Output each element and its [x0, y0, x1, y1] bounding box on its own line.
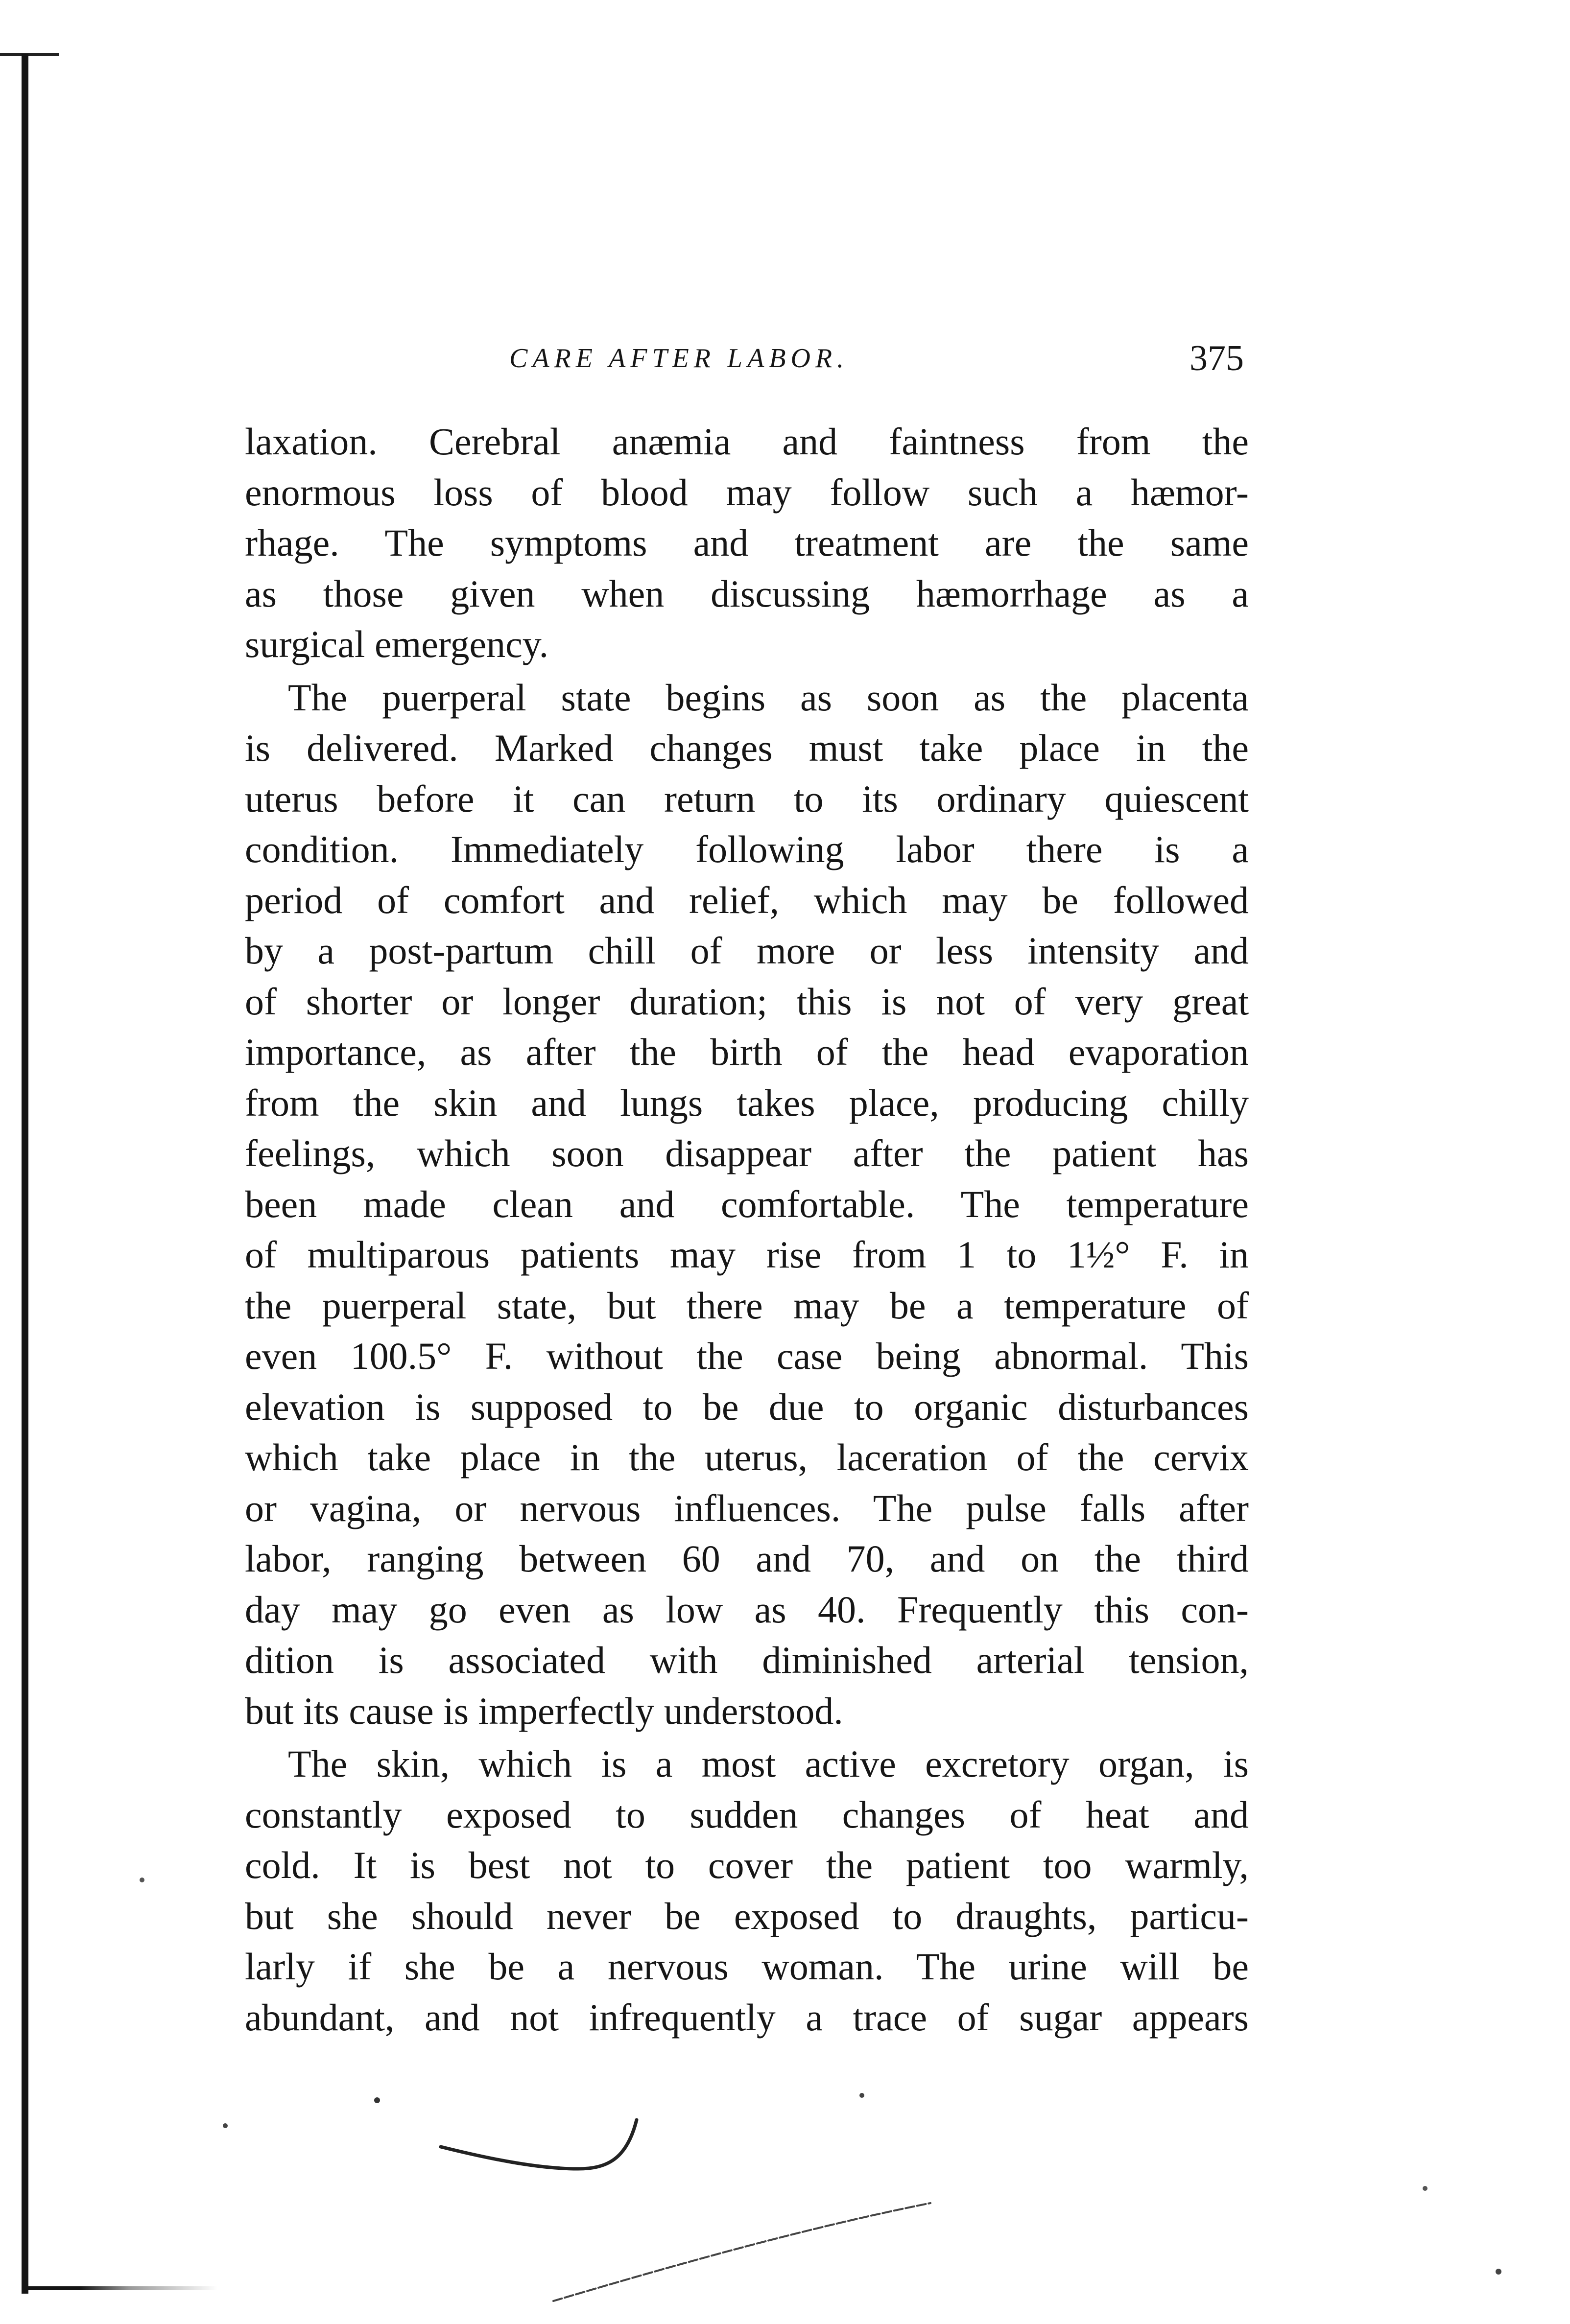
text-line: abundant, and not infrequently a trace of sugar appears	[245, 1995, 1249, 2039]
text-line: condition. Immediately following labor there is a	[245, 828, 1249, 870]
text-line: but she should never be exposed to draughts, particu-	[245, 1894, 1249, 1937]
text-line: rhage. The symptoms and treatment are the same	[245, 521, 1249, 564]
text-line: been made clean and comfortable. The temperature	[245, 1182, 1249, 1225]
text-line: or vagina, or nervous influences. The pulse falls after	[245, 1486, 1249, 1529]
text-line: larly if she be a nervous woman. The urine will be	[245, 1945, 1249, 1988]
text-line: even 100.5° F. without the case being abnormal. This	[245, 1335, 1249, 1377]
text-line: of multiparous patients may rise from 1 to 1½° F. in	[245, 1233, 1249, 1276]
text-line: surgical emergency.	[245, 623, 549, 665]
text-line: labor, ranging between 60 and 70, and on the third	[245, 1537, 1249, 1580]
text-line: day may go even as low as 40. Frequently this con-	[245, 1588, 1249, 1631]
text-line: elevation is supposed to be due to organic disturbances	[245, 1385, 1249, 1428]
text-line: constantly exposed to sudden changes of heat and	[245, 1793, 1249, 1836]
text-line: which take place in the uterus, laceration of the cervix	[245, 1436, 1249, 1479]
text-line: The skin, which is a most active excretory organ, is	[288, 1742, 1249, 1785]
text-line: dition is associated with diminished arterial tension,	[245, 1639, 1249, 1681]
text-line: The puerperal state begins as soon as the placenta	[288, 676, 1249, 719]
text-line: cold. It is best not to cover the patient too warmly,	[245, 1844, 1249, 1886]
text-line: laxation. Cerebral anæmia and faintness from the	[245, 420, 1249, 463]
text-line: enormous loss of blood may follow such a hæmor-	[245, 470, 1249, 514]
text-line: of shorter or longer duration; this is not of very great	[245, 980, 1249, 1023]
text-line: the puerperal state, but there may be a temperature of	[245, 1284, 1249, 1327]
running-head: CARE AFTER LABOR.	[509, 343, 849, 374]
page-number: 375	[1189, 338, 1244, 378]
text-line: by a post-partum chill of more or less intensity and	[245, 929, 1249, 972]
text-line: but its cause is imperfectly understood.	[245, 1689, 843, 1732]
text-line: period of comfort and relief, which may be followed	[245, 878, 1249, 921]
text-line: uterus before it can return to its ordinary quiescent	[245, 777, 1249, 820]
text-line: as those given when discussing hæmorrhage as a	[245, 572, 1249, 615]
text-line: feelings, which soon disappear after the patient has	[245, 1132, 1249, 1174]
text-line: importance, as after the birth of the head evaporation	[245, 1031, 1249, 1073]
text-line: is delivered. Marked changes must take place in the	[245, 727, 1249, 769]
text-line: from the skin and lungs takes place, producing chilly	[245, 1081, 1249, 1124]
